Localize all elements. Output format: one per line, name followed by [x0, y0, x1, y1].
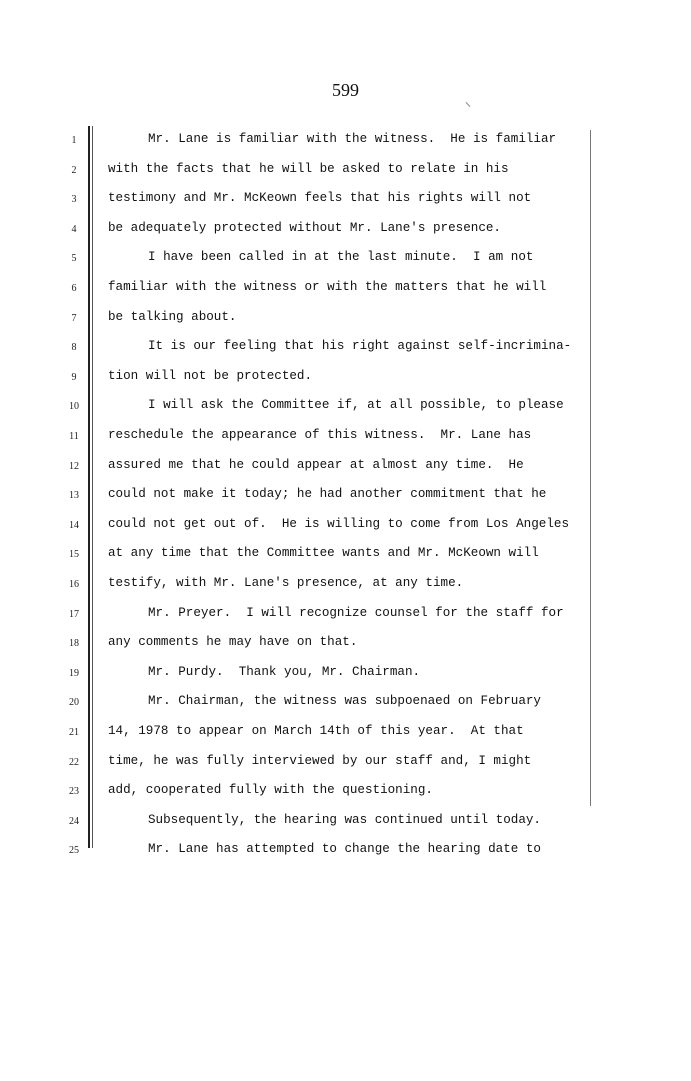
line-number: 1 — [71, 135, 77, 146]
transcript-line: be adequately protected without Mr. Lane's presence. — [108, 221, 501, 235]
left-margin-rule-inner — [92, 126, 93, 848]
line-number: 16 — [69, 579, 79, 590]
line-number: 4 — [71, 224, 77, 235]
page-number: 599 — [332, 80, 359, 100]
line-number: 5 — [71, 253, 77, 264]
transcript-line: I will ask the Committee if, at all possible, to please — [148, 398, 564, 412]
line-number: 8 — [71, 342, 77, 353]
line-number: 19 — [69, 668, 79, 679]
line-number: 14 — [69, 520, 79, 531]
line-number: 12 — [69, 461, 79, 472]
line-number: 6 — [71, 283, 77, 294]
line-number: 23 — [69, 786, 79, 797]
line-number: 7 — [71, 313, 77, 324]
transcript-line: testimony and Mr. McKeown feels that his rights will not — [108, 191, 532, 205]
line-number: 25 — [69, 845, 79, 856]
transcript-line: any comments he may have on that. — [108, 635, 358, 649]
transcript-line: Mr. Purdy. Thank you, Mr. Chairman. — [148, 665, 421, 679]
transcript-line: be talking about. — [108, 310, 237, 324]
transcript-line: assured me that he could appear at almost any time. He — [108, 458, 524, 472]
line-number: 9 — [71, 372, 77, 383]
line-number: 13 — [69, 490, 79, 501]
transcript-line: testify, with Mr. Lane's presence, at any time. — [108, 576, 464, 590]
transcript-line: Mr. Lane is familiar with the witness. He is familiar — [148, 132, 557, 146]
line-number: 21 — [69, 727, 79, 738]
transcript-line: Mr. Lane has attempted to change the hearing date to — [148, 842, 541, 856]
transcript-line: add, cooperated fully with the questioning. — [108, 783, 433, 797]
line-number: 22 — [69, 757, 79, 768]
transcript-line: reschedule the appearance of this witness. Mr. Lane has — [108, 428, 532, 442]
transcript-line: could not get out of. He is willing to come from Los Angeles — [108, 517, 570, 531]
transcript-line: tion will not be protected. — [108, 369, 313, 383]
transcript-line: Subsequently, the hearing was continued until today. — [148, 813, 541, 827]
line-number: 3 — [71, 194, 77, 205]
line-number: 15 — [69, 549, 79, 560]
transcript-line: Mr. Preyer. I will recognize counsel for the staff for — [148, 606, 564, 620]
line-number: 11 — [69, 431, 79, 442]
transcript-line: familiar with the witness or with the matters that he will — [108, 280, 547, 294]
transcript-line: time, he was fully interviewed by our staff and, I might — [108, 754, 532, 768]
transcript-line: with the facts that he will be asked to relate in his — [108, 162, 509, 176]
line-number: 20 — [69, 697, 79, 708]
transcript-line: I have been called in at the last minute. I am not — [148, 250, 534, 264]
line-number: 24 — [69, 816, 79, 827]
transcript-line: It is our feeling that his right against self-incrimina- — [148, 339, 572, 353]
left-margin-rule — [88, 126, 90, 848]
transcript-line: 14, 1978 to appear on March 14th of this year. At that — [108, 724, 524, 738]
transcript-line: Mr. Chairman, the witness was subpoenaed on February — [148, 694, 541, 708]
transcript-line: at any time that the Committee wants and Mr. McKeown will — [108, 546, 539, 560]
stray-mark — [466, 102, 471, 107]
line-number: 2 — [71, 165, 77, 176]
line-number: 17 — [69, 609, 79, 620]
transcript-line: could not make it today; he had another commitment that he — [108, 487, 547, 501]
line-number: 10 — [69, 401, 79, 412]
line-number: 18 — [69, 638, 79, 649]
